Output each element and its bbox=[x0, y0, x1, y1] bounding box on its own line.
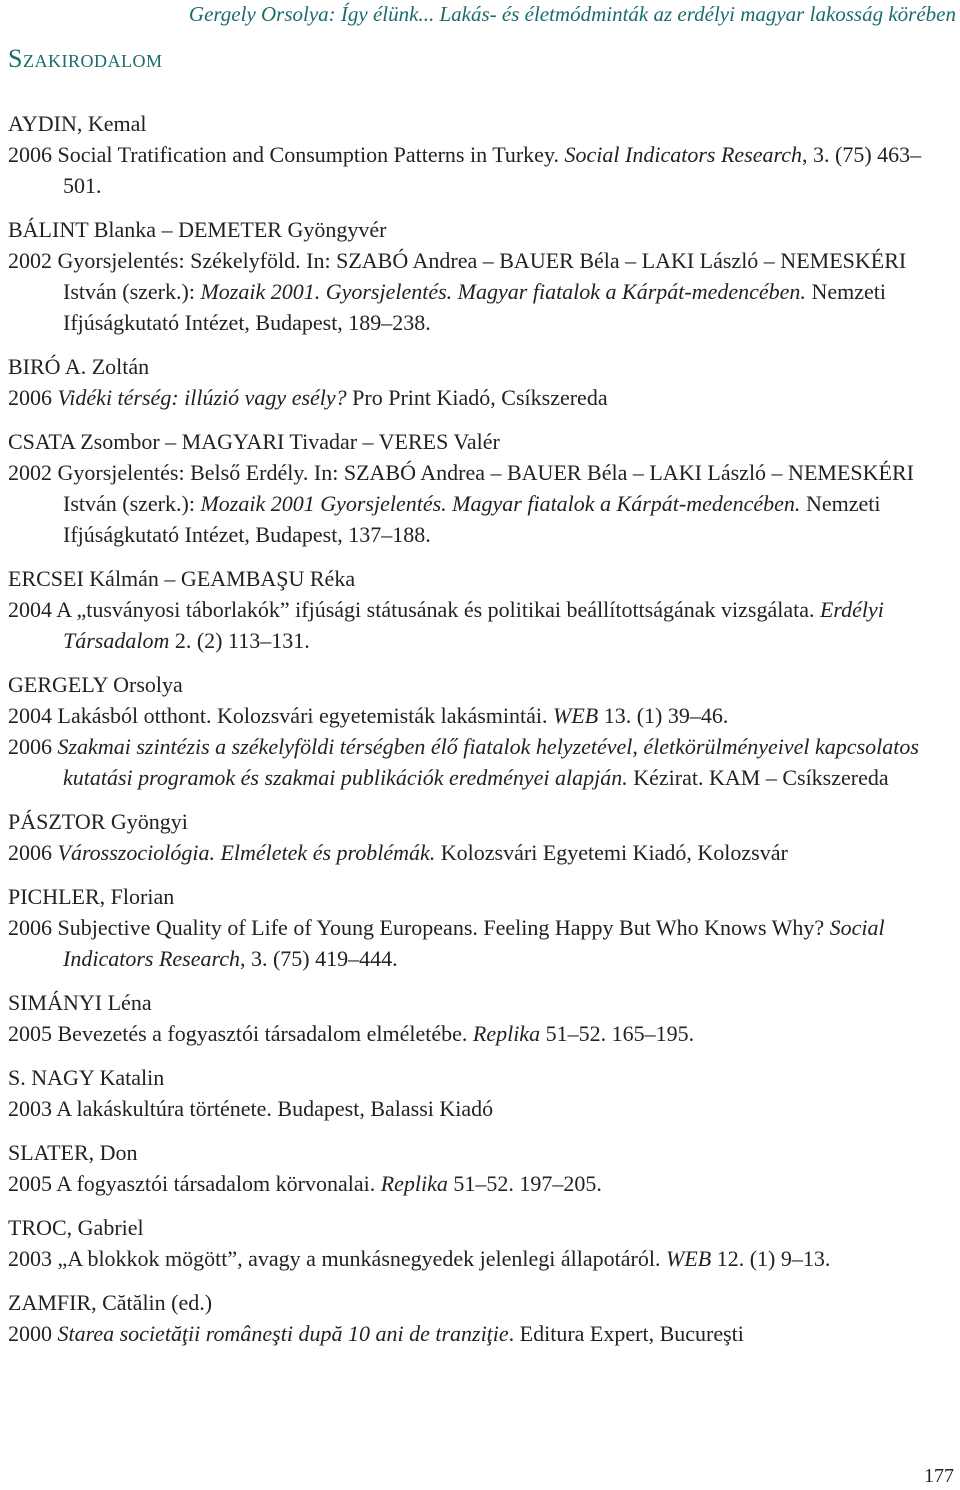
reference-entry bbox=[8, 912, 954, 974]
reference-author: BÁLINT Blanka – DEMETER Gyöngyvér bbox=[8, 217, 387, 242]
citation-text: Kézirat. KAM – Csíkszereda bbox=[627, 765, 889, 790]
citation-text: 2. (2) 113–131. bbox=[169, 628, 310, 653]
reference-entry bbox=[8, 139, 954, 201]
citation-text: 13. (1) 39–46. bbox=[598, 703, 729, 728]
references-list bbox=[8, 108, 954, 1362]
reference-entry bbox=[8, 731, 954, 793]
italic-title: Social Indicators Research bbox=[564, 142, 802, 167]
citation-text: 2006 Subjective Quality of Life of Young Europeans. Feeling Happy But Who Knows Why? bbox=[8, 915, 830, 940]
citation-text: 2006 bbox=[8, 734, 58, 759]
citation-text: 51–52. 165–195. bbox=[540, 1021, 695, 1046]
reference-block bbox=[8, 563, 954, 656]
reference-author: PICHLER, Florian bbox=[8, 884, 175, 909]
citation-text: 2002 Gyorsjelentés: Belső Erdély. In: SZABÓ Andrea – BAUER Béla – LAKI László – NEMESKÉRI István (szerk.): bbox=[8, 460, 914, 516]
reference-entry bbox=[8, 1318, 954, 1349]
reference-block bbox=[8, 1212, 954, 1274]
reference-block bbox=[8, 1287, 954, 1349]
italic-title: Starea societăţii româneşti după 10 ani de tranziţie bbox=[57, 1321, 509, 1346]
reference-author: BIRÓ A. Zoltán bbox=[8, 354, 150, 379]
reference-author: ERCSEI Kálmán – GEAMBAŞU Réka bbox=[8, 566, 356, 591]
reference-block bbox=[8, 1137, 954, 1199]
reference-author: GERGELY Orsolya bbox=[8, 672, 183, 697]
reference-block bbox=[8, 669, 954, 793]
citation-text: 12. (1) 9–13. bbox=[711, 1246, 831, 1271]
reference-entry bbox=[8, 245, 954, 338]
italic-title: Vidéki térség: illúzió vagy esély? bbox=[57, 385, 347, 410]
reference-block bbox=[8, 214, 954, 338]
reference-block bbox=[8, 426, 954, 550]
citation-text: Nemzeti Ifjúságkutató Intézet, Budapest, 189–238. bbox=[63, 279, 886, 335]
reference-entry bbox=[8, 1093, 954, 1124]
reference-entry bbox=[8, 457, 954, 550]
reference-author: SLATER, Don bbox=[8, 1140, 138, 1165]
italic-title: Városszociológia. Elméletek és problémák. bbox=[57, 840, 436, 865]
citation-text: 2002 Gyorsjelentés: Székelyföld. In: SZABÓ Andrea – BAUER Béla – LAKI László – NEMESKÉRI István (szerk.): bbox=[8, 248, 907, 304]
citation-text: 2003 A lakáskultúra története. Budapest, Balassi Kiadó bbox=[8, 1096, 494, 1121]
citation-text: Kolozsvári Egyetemi Kiadó, Kolozsvár bbox=[435, 840, 788, 865]
citation-text: 2004 Lakásból otthont. Kolozsvári egyetemisták lakásmintái. bbox=[8, 703, 553, 728]
section-title: Szakirodalom bbox=[8, 44, 163, 73]
reference-entry bbox=[8, 1018, 954, 1049]
citation-text: . Editura Expert, Bucureşti bbox=[508, 1321, 744, 1346]
reference-author: AYDIN, Kemal bbox=[8, 111, 147, 136]
reference-author: PÁSZTOR Gyöngyi bbox=[8, 809, 188, 834]
reference-block bbox=[8, 806, 954, 868]
reference-author: SIMÁNYI Léna bbox=[8, 990, 152, 1015]
reference-entry bbox=[8, 1243, 954, 1274]
reference-entry bbox=[8, 382, 954, 413]
reference-block bbox=[8, 987, 954, 1049]
italic-title: Szakmai szintézis a székelyföldi térségben élő fiatalok helyzetével, életkörülményeivel kapcsolatos kutatási programok és szakmai publikációk eredményei alapján. bbox=[57, 734, 919, 790]
italic-title: Replika bbox=[380, 1171, 448, 1196]
citation-text: 2005 A fogyasztói társadalom körvonalai. bbox=[8, 1171, 381, 1196]
reference-author: S. NAGY Katalin bbox=[8, 1065, 165, 1090]
citation-text: 2003 „A blokkok mögött”, avagy a munkásnegyedek jelenlegi állapotáról. bbox=[8, 1246, 666, 1271]
citation-text: 2006 Social Tratification and Consumption Patterns in Turkey. bbox=[8, 142, 565, 167]
reference-entry bbox=[8, 1168, 954, 1199]
italic-title: Mozaik 2001 Gyorsjelentés. Magyar fiatalok a Kárpát-medencében. bbox=[200, 491, 801, 516]
reference-block bbox=[8, 108, 954, 201]
citation-text: , 3. (75) 463–501. bbox=[63, 142, 922, 198]
citation-text: 2006 bbox=[8, 840, 58, 865]
citation-text: 2004 A „tusványosi táborlakók” ifjúsági státusának és politikai beállítottságának vizsgálata. bbox=[8, 597, 820, 622]
italic-title: Mozaik 2001. Gyorsjelentés. Magyar fiatalok a Kárpát-medencében. bbox=[200, 279, 806, 304]
reference-author: TROC, Gabriel bbox=[8, 1215, 144, 1240]
reference-entry bbox=[8, 700, 954, 731]
reference-entry bbox=[8, 837, 954, 868]
reference-author: CSATA Zsombor – MAGYARI Tivadar – VERES Valér bbox=[8, 429, 500, 454]
citation-text: Pro Print Kiadó, Csíkszereda bbox=[346, 385, 608, 410]
italic-title: Social Indicators Research bbox=[63, 915, 885, 971]
citation-text: 2000 bbox=[8, 1321, 58, 1346]
reference-entry bbox=[8, 594, 954, 656]
citation-text: 2006 bbox=[8, 385, 58, 410]
italic-title: Erdélyi Társadalom bbox=[63, 597, 884, 653]
reference-block bbox=[8, 351, 954, 413]
citation-text: 2005 Bevezetés a fogyasztói társadalom elméletébe. bbox=[8, 1021, 473, 1046]
citation-text: , 3. (75) 419–444. bbox=[239, 946, 398, 971]
italic-title: WEB bbox=[553, 703, 599, 728]
citation-text: 51–52. 197–205. bbox=[447, 1171, 602, 1196]
italic-title: Replika bbox=[472, 1021, 541, 1046]
italic-title: WEB bbox=[666, 1246, 712, 1271]
reference-block bbox=[8, 1062, 954, 1124]
running-head: Gergely Orsolya: Így élünk... Lakás- és életmódminták az erdélyi magyar lakosság körében bbox=[188, 2, 956, 26]
reference-author: ZAMFIR, Cătălin (ed.) bbox=[8, 1290, 213, 1315]
citation-text: Nemzeti Ifjúságkutató Intézet, Budapest, 137–188. bbox=[63, 491, 881, 547]
page-number: 177 bbox=[924, 1465, 954, 1487]
reference-block bbox=[8, 881, 954, 974]
